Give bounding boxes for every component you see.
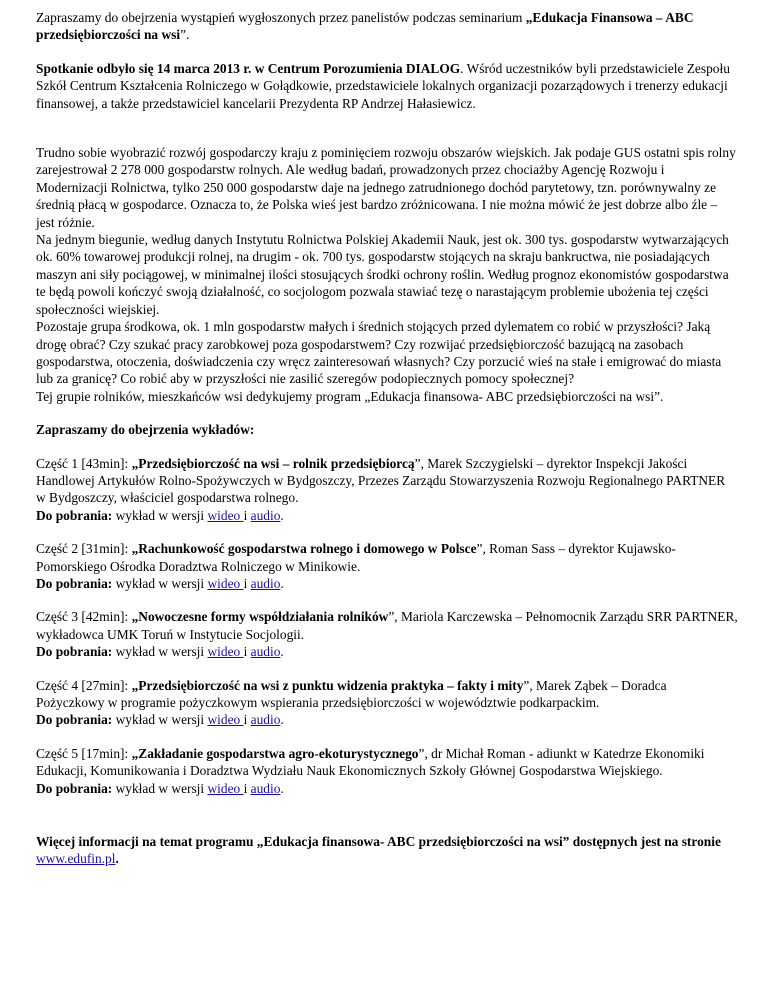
and-text: i xyxy=(243,644,251,660)
download-end: . xyxy=(280,780,284,796)
lecture-description: ”, Marek Szczygielski – dyrektor Inspekcji Jakości Handlowej Artykułów Rolno-Spożywczych w Bydgoszczy, Przezes Zarządu Stowarzyszenia Rozwoju Regionalnego PARTNER w Bydgoszczy, właściciel gospodarstwa rolnego. xyxy=(36,455,726,506)
lecture-part: Część 3 [42min]: xyxy=(36,609,132,625)
meeting-text: . Wśród uczestników byli przedstawiciele Zespołu Szkół Centrum Kształcenia Rolniczego w Gołądkowie, przedstawiciele lokalnych organizacji pozarządowych i trenerzy edukacji finansowej, a także przedstawiciel kancelarii Prezydenta RP Andrzej Hałasiewicz. xyxy=(36,60,730,111)
seminar-title: „Edukacja Finansowa – ABC przedsiębiorczości na wsi xyxy=(36,10,694,43)
body-para-4: Tej grupie rolników, mieszkańców wsi dedykujemy program „Edukacja finansowa- ABC przedsiębiorczości na wsi”. xyxy=(36,388,664,404)
edufin-link[interactable]: www.edufin.pl xyxy=(36,851,116,867)
lecture-description: ”, Marek Ząbek – Doradca Pożyczkowy w programie pożyczkowym wspierania przedsiębiorczości w województwie podkarpackim. xyxy=(36,677,667,710)
lecture-part: Część 4 [27min]: xyxy=(36,677,132,693)
lecture-description: ”, Roman Sass – dyrektor Kujawsko-Pomorskiego Ośrodka Doradztwa Rolniczego w Minikowie. xyxy=(36,541,676,574)
body-paragraph xyxy=(36,144,738,405)
lecture-item xyxy=(36,677,738,729)
lectures-heading: Zapraszamy do obejrzenia wykładów: xyxy=(36,422,255,438)
and-text: i xyxy=(243,780,251,796)
and-text: i xyxy=(243,575,251,591)
video-link[interactable]: wideo xyxy=(207,507,244,523)
download-text: wykład w wersji xyxy=(112,712,208,728)
intro-close: ”. xyxy=(180,27,190,43)
download-end: . xyxy=(280,712,284,728)
intro-paragraph xyxy=(36,9,738,44)
meeting-paragraph xyxy=(36,60,738,112)
body-para-2: Na jednym biegunie, według danych Instytutu Rolnictwa Polskiej Akademii Nauk, jest ok. 300 tys. gospodarstw wytwarzających ok. 60% towarowej produkcji rolnej, na drugim - ok. 700 tys. gospodarstw stojących na skraju bankructwa, nie posiadających maszyn ani siły pociągowej, w minimalnej ilości stosujących środki ochrony roślin. Według prognoz ekonomistów gospodarstwa te będą powoli kończyć swoją działalność, co socjologom pozwala stawiać tezę o narastającym problemie ubożenia tej części społeczności wiejskiej. xyxy=(36,232,729,317)
lecture-part: Część 2 [31min]: xyxy=(36,541,132,557)
download-end: . xyxy=(280,644,284,660)
download-label: Do pobrania: xyxy=(36,780,113,796)
lecture-item xyxy=(36,455,738,525)
audio-link[interactable]: audio xyxy=(250,644,281,660)
lecture-title: „Przedsiębiorczość na wsi z punktu widzenia praktyka – fakty i mity xyxy=(131,677,524,693)
lecture-part: Część 1 [43min]: xyxy=(36,455,132,471)
audio-link[interactable]: audio xyxy=(250,507,281,523)
lecture-description: ”, dr Michał Roman - adiunkt w Katedrze Ekonomiki Edukacji, Komunikowania i Doradztwa Wydziału Nauk Ekonomicznych Szkoły Głównej Gospodarstwa Wiejskiego. xyxy=(36,745,705,779)
lecture-title: „Nowoczesne formy współdziałania rolników xyxy=(131,609,389,625)
download-label: Do pobrania: xyxy=(36,507,113,523)
download-label: Do pobrania: xyxy=(36,575,113,591)
body-para-3: Pozostaje grupa środkowa, ok. 1 mln gospodarstw małych i średnich stojących przed dylematem co robić w przyszłości? Jaką drogę obrać? Czy szukać pracy zarobkowej poza gospodarstwem? Czy rozwijać przedsiębiorczość bazującą na zasobach gospodarstwa, otoczenia, doświadczenia czy wręcz zainteresowań własnych? Czy porzucić wieś na stałe i emigrować do miasta lub za granicę? Co robić aby w przyszłości nie zasilić szeregów podopiecznych pomocy społecznej? xyxy=(36,319,722,387)
lecture-item xyxy=(36,745,738,797)
download-end: . xyxy=(280,575,284,591)
video-link[interactable]: wideo xyxy=(207,575,244,591)
body-para-1: Trudno sobie wyobrazić rozwój gospodarczy kraju z pominięciem rozwoju obszarów wiejskich. Jak podaje GUS ostatni spis rolny zarejestrował 2 278 000 gospodarstw rolnych. Ale według badań, prowadzonych przez chociażby Agencję Rozwoju i Modernizacji Rolnictwa, tylko 250 000 gospodarstw daje na jednego zatrudnionego dochód parytetowy, tzn. porównywalny ze średnią płacą w gospodarce. Oznacza to, że Polska wieś jest bardzo zróżnicowana. I nie można mówić że jest dobrze albo źle – jest różnie. xyxy=(36,145,736,230)
intro-text: Zapraszamy do obejrzenia wystąpień wygłoszonych przez panelistów podczas seminarium xyxy=(36,10,526,25)
lecture-title: „Przedsiębiorczość na wsi – rolnik przedsiębiorcą xyxy=(131,455,415,471)
footer-text: Więcej informacji na temat programu „Edukacja finansowa- ABC przedsiębiorczości na wsi” dostępnych jest na stronie xyxy=(36,834,721,850)
download-end: . xyxy=(280,507,284,523)
download-text: wykład w wersji xyxy=(112,780,208,796)
footer-end: . xyxy=(115,851,119,867)
lecture-item xyxy=(36,540,738,592)
lecture-description: ”, Mariola Karczewska – Pełnomocnik Zarządu SRR PARTNER, wykładowca UMK Toruń w Instytucie Socjologii. xyxy=(36,609,738,642)
download-text: wykład w wersji xyxy=(112,644,208,660)
download-text: wykład w wersji xyxy=(112,507,208,523)
audio-link[interactable]: audio xyxy=(250,575,281,591)
video-link[interactable]: wideo xyxy=(207,780,244,796)
video-link[interactable]: wideo xyxy=(207,712,244,728)
lecture-title: „Zakładanie gospodarstwa agro-ekoturystycznego xyxy=(131,745,419,761)
and-text: i xyxy=(243,712,251,728)
download-label: Do pobrania: xyxy=(36,712,113,728)
lectures-heading-paragraph xyxy=(36,421,738,438)
footer-paragraph xyxy=(36,833,738,868)
audio-link[interactable]: audio xyxy=(250,780,281,796)
lecture-item xyxy=(36,608,738,660)
lecture-part: Część 5 [17min]: xyxy=(36,745,132,761)
meeting-date-place: Spotkanie odbyło się 14 marca 2013 r. w Centrum Porozumienia DIALOG xyxy=(36,60,461,76)
download-label: Do pobrania: xyxy=(36,644,113,660)
lecture-title: „Rachunkowość gospodarstwa rolnego i domowego w Polsce xyxy=(131,541,477,557)
and-text: i xyxy=(243,507,251,523)
video-link[interactable]: wideo xyxy=(207,644,244,660)
download-text: wykład w wersji xyxy=(112,575,208,591)
audio-link[interactable]: audio xyxy=(250,712,281,728)
